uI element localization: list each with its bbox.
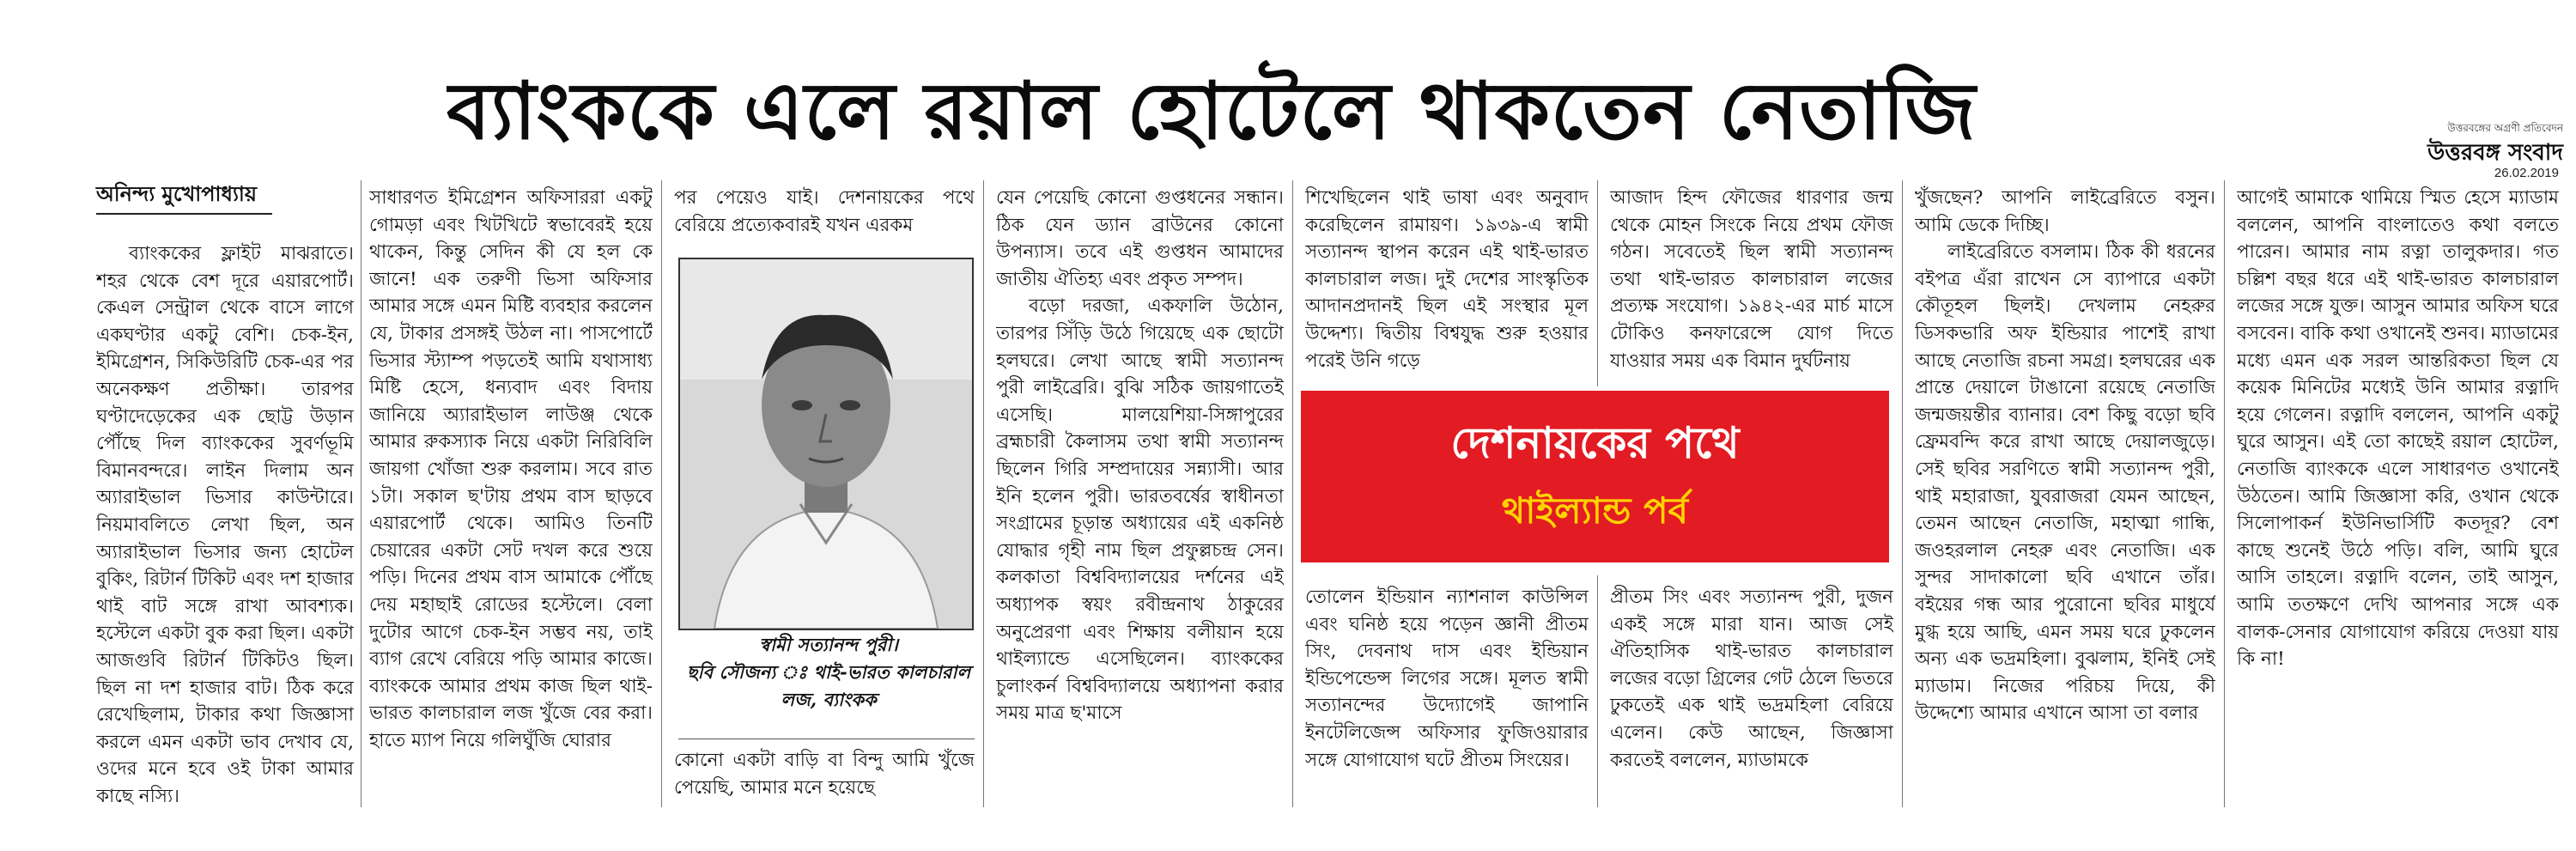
article-column-2 bbox=[369, 185, 653, 807]
column-divider bbox=[1597, 180, 1598, 386]
portrait-image bbox=[680, 259, 972, 629]
caption-line: লজ, ব্যাংকক bbox=[781, 689, 877, 710]
masthead-name: উত্তরবঙ্গ সংবাদ bbox=[2427, 140, 2563, 166]
column-divider bbox=[1902, 180, 1903, 807]
paragraph: যেন পেয়েছি কোনো গুপ্তধনের সন্ধান। ঠিক যেন ড্যান ব্রাউনের কোনো উপন্যাস। তবে এই গুপ্তধন আমাদের জাতীয় ঐতিহ্য এবং প্রকৃত সম্পদ। bbox=[996, 187, 1284, 290]
masthead-tagline: উত্তরবঙ্গের অগ্রণী প্রতিবেদন bbox=[2447, 122, 2563, 134]
article-column-1 bbox=[96, 240, 354, 807]
paragraph: কোনো একটা বাড়ি বা বিন্দু আমি খুঁজে পেয়েছি, আমার মনে হয়েছে bbox=[674, 750, 975, 799]
column-divider bbox=[2224, 180, 2225, 807]
photo-caption bbox=[665, 631, 992, 714]
article-column-5-bottom bbox=[1305, 584, 1589, 807]
article-column-6-top bbox=[1610, 185, 1893, 378]
paragraph: আজাদ হিন্দ ফৌজের ধারণার জন্ম থেকে মোহন সিংকে নিয়ে প্রথম ফৌজ গঠন। সবেতেই ছিল স্বামী সত্যানন্দ তথা থাই-ভারত কালচারাল লজের প্রত্যক্ষ সংযোগ। ১৯৪২-এর মার্চ মাসে টোকিও কনফারেন্সে যোগ দিতে যাওয়ার সময় এক বিমান দুর্ঘটনায় bbox=[1610, 187, 1893, 372]
paragraph: আগেই আমাকে থামিয়ে স্মিত হেসে ম্যাডাম বললেন, আপনি বাংলাতেও কথা বলতে পারেন। আমার নাম রত্না তালুকদার। গত চল্লিশ বছর ধরে এই থাই-ভারত কালচারাল লজের সঙ্গে যুক্ত। আসুন আমার অফিস ঘরে বসবেন। বাকি কথা ওখানেই শুনব। ম্যাডামের মধ্যে এমন এক সরল আন্তরিকতা ছিল যে কয়েক মিনিটের মধ্যেই উনি আমার রত্নাদি হয়ে গেলেন। রত্নাদি বললেন, আপনি একটু ঘুরে আসুন। এই তো কাছেই রয়াল হোটেল, নেতাজি ব্যাংককে এলে সাধারণত ওখানেই উঠতেন। আমি জিজ্ঞাসা করি, ওখান থেকে সিলোপাকর্ন ইউনিভার্সিটি কতদূর? বেশ কাছে শুনেই উঠে পড়ি। বলি, আমি ঘুরে আসি তাহলে। রত্নাদি বলেন, তাই আসুন, আমি ততক্ষণে দেখি আপনার সঙ্গে এক বালক-সেনার যোগাযোগ করিয়ে দেওয়া যায় কি না! bbox=[2237, 187, 2559, 671]
paragraph: লাইব্রেরিতে বসলাম। ঠিক কী ধরনের বইপত্র এঁরা রাখেন সে ব্যাপারে একটা কৌতূহল ছিলই। দেখলাম নেহরুর ডিসকভারি অফ ইন্ডিয়ার পাশেই রাখা আছে নেতাজি রচনা সমগ্র। হলঘরের এক প্রান্তে দেয়ালে টাঙানো রয়েছে নেতাজি জন্মজয়ন্তীর ব্যানার। বেশ কিছু বড়ো ছবি ফ্রেমবন্দি করে রাখা আছে দেয়ালজুড়ে। সেই ছবির সরণিতে স্বামী সত্যানন্দ পুরী, থাই মহারাজা, যুবরাজরা যেমন আছেন, তেমন আছেন নেতাজি, মহাত্মা গান্ধি, জওহরলাল নেহরু এবং নেতাজি। এক সুন্দর সাদাকালো ছবি এখানে তাঁর। বইয়ের গন্ধ আর পুরোনো ছবির মাধুর্যে মুগ্ধ হয়ে আছি, এমন সময় ঘরে ঢুকলেন অন্য এক ভদ্রমহিলা। বুঝলাম, ইনিই সেই ম্যাডাম। নিজের পরিচয় দিয়ে, কী উদ্দেশ্যে আমার এখানে আসা তা বলার bbox=[1915, 241, 2215, 725]
article-column-6-bottom bbox=[1610, 584, 1893, 807]
series-banner bbox=[1301, 391, 1889, 562]
headline: ব্যাংককে এলে রয়াল হোটেলে থাকতেন নেতাজি bbox=[447, 65, 1977, 157]
paragraph: প্রীতম সিং এবং সত্যানন্দ পুরী, দুজন একই সঙ্গে মারা যান। আজ সেই ঐতিহাসিক থাই-ভারত কালচারাল লজের বড়ো গ্রিলের গেট ঠেলে ভিতরে ঢুকতেই এক থাই ভদ্রমহিলা বেরিয়ে এলেন। কেউ আছেন, জিজ্ঞাসা করতেই বললেন, ম্যাডামকে bbox=[1610, 587, 1893, 771]
article-column-5-top bbox=[1305, 185, 1589, 378]
paragraph: খুঁজছেন? আপনি লাইব্রেরিতে বসুন। আমি ডেকে দিচ্ছি। bbox=[1915, 187, 2215, 236]
paragraph: ব্যাংককের ফ্লাইট মাঝরাতে। শহর থেকে বেশ দূরে এয়ারপোর্ট। কেএল সেন্ট্রাল থেকে বাসে লাগে একঘণ্টার একটু বেশি। চেক-ইন, ইমিগ্রেশন, সিকিউরিটি চেক-এর পর অনেকক্ষণ প্রতীক্ষা। তারপর ঘণ্টাদেড়েকের এক ছোট্ট উড়ান পৌঁছে দিল ব্যাংককের সুবর্ণভূমি বিমানবন্দরে। লাইন দিলাম অন অ্যারাইভাল ভিসার কাউন্টারে। নিয়মাবলিতে লেখা ছিল, অন অ্যারাইভাল ভিসার জন্য হোটেল বুকিং, রিটার্ন টিকিট এবং দশ হাজার থাই বাট সঙ্গে রাখা আবশ্যক। হস্টেলে একটা বুক করা ছিল। একটা আজগুবি রিটার্ন টিকিটও ছিল। ছিল না দশ হাজার বাট। ঠিক করে রেখেছিলাম, টাকার কথা জিজ্ঞাসা করলে এমন একটা ভাব দেখাব যে, ওদের মনে হবে ওই টাকা আমার কাছে নস্যি। bbox=[96, 243, 354, 807]
caption-line: স্বামী সত্যানন্দ পুরী। bbox=[759, 634, 898, 655]
paragraph: সাধারণত ইমিগ্রেশন অফিসাররা একটু গোমড়া এবং খিটখিটে স্বভাবেরই হয়ে থাকেন, কিন্তু সেদিন কী যে হল কে জানে! এক তরুণী ভিসা অফিসার আমার সঙ্গে এমন মিষ্টি ব্যবহার করলেন যে, টাকার প্রসঙ্গই উঠল না। পাসপোর্টে ভিসার স্ট্যাম্প পড়তেই আমি যথাসাধ্য মিষ্টি হেসে, ধন্যবাদ এবং বিদায় জানিয়ে অ্যারাইভাল লাউঞ্জ থেকে আমার রুকস্যাক নিয়ে একটা নিরিবিলি জায়গা খোঁজা শুরু করলাম। সবে রাত ১টা। সকাল ছ'টায় প্রথম বাস ছাড়বে এয়ারপোর্ট থেকে। আমিও তিনটি চেয়ারের একটা সেট দখল করে শুয়ে পড়ি। দিনের প্রথম বাস আমাকে পৌঁছে দেয় মহাছাই রোডের হস্টেলে। বেলা দুটোর আগে চেক-ইন সম্ভব নয়, তাই ব্যাগ রেখে বেরিয়ে পড়ি আমার কাজে। ব্যাংককে আমার প্রথম কাজ ছিল থাই-ভারত কালচারাল লজ খুঁজে বের করা। হাতে ম্যাপ নিয়ে গলিঘুঁজি ঘোরার bbox=[369, 187, 653, 751]
article-column-4 bbox=[996, 185, 1284, 807]
paragraph: তোলেন ইন্ডিয়ান ন্যাশনাল কাউন্সিল এবং ঘনিষ্ঠ হয়ে পড়েন জ্ঞানী প্রীতম সিং, দেবনাথ দাস এবং ইন্ডিয়ান ইন্ডিপেন্ডেন্স লিগের সঙ্গে। মূলত স্বামী সত্যানন্দের উদ্যোগেই জাপানি ইনটেলিজেন্স অফিসার ফুজিওয়ারার সঙ্গে যোগাযোগ ঘটে প্রীতম সিংয়ের। bbox=[1305, 587, 1589, 771]
article-column-7 bbox=[1915, 185, 2215, 807]
article-column-8 bbox=[2237, 185, 2559, 807]
column-divider bbox=[661, 180, 662, 807]
column-divider bbox=[983, 180, 984, 807]
banner-subtitle: থাইল্যান্ড পর্ব bbox=[1502, 489, 1688, 532]
article-column-3-bottom bbox=[674, 747, 975, 807]
banner-title: দেশনায়কের পথে bbox=[1450, 418, 1740, 468]
portrait-photo bbox=[678, 258, 974, 630]
paragraph: শিখেছিলেন থাই ভাষা এবং অনুবাদ করেছিলেন রামায়ণ। ১৯৩৯-এ স্বামী সত্যানন্দ স্থাপন করেন এই থাই-ভারত কালচারাল লজ। দুই দেশের সাংস্কৃতিক আদানপ্রদানই ছিল এই সংস্থার মূল উদ্দেশ্য। দ্বিতীয় বিশ্বযুদ্ধ শুরু হওয়ার পরেই উনি গড়ে bbox=[1305, 187, 1589, 372]
publication-date: 26.02.2019 bbox=[2494, 166, 2559, 180]
paragraph: বড়ো দরজা, একফালি উঠোন, তারপর সিঁড়ি উঠে গিয়েছে এক ছোটো হলঘরে। লেখা আছে স্বামী সত্যানন্দ পুরী লাইব্রেরি। বুঝি সঠিক জায়গাতেই এসেছি। মালয়েশিয়া-সিঙ্গাপুরের ব্রহ্মচারী কৈলাসম তথা স্বামী সত্যানন্দ ছিলেন গিরি সম্প্রদায়ের সন্ন্যাসী। আর ইনি হলেন পুরী। ভারতবর্ষের স্বাধীনতা সংগ্রামের চূড়ান্ত অধ্যায়ের এই একনিষ্ঠ যোদ্ধার গৃহী নাম ছিল প্রফুল্লচন্দ্র সেন। কলকাতা বিশ্ববিদ্যালয়ের দর্শনের এই অধ্যাপক স্বয়ং রবীন্দ্রনাথ ঠাকুরের অনুপ্রেরণা এবং শিক্ষায় বলীয়ান হয়ে থাইল্যান্ডে এসেছিলেন। ব্যাংককের চুলাংকর্ন বিশ্ববিদ্যালয়ে অধ্যাপনা করার সময় মাত্র ছ'মাসে bbox=[996, 295, 1284, 725]
article-column-3-top bbox=[674, 185, 975, 245]
paragraph: পর পেয়েও যাই। দেশনায়কের পথে বেরিয়ে প্রত্যেকবারই যখন এরকম bbox=[674, 187, 975, 236]
column-divider bbox=[1292, 180, 1293, 807]
caption-line: ছবি সৌজন্য ঃ থাই-ভারত কালচারাল bbox=[686, 661, 971, 683]
author-byline: অনিন্দ্য মুখোপাধ্যায় bbox=[96, 180, 272, 215]
column-divider bbox=[1597, 575, 1598, 807]
